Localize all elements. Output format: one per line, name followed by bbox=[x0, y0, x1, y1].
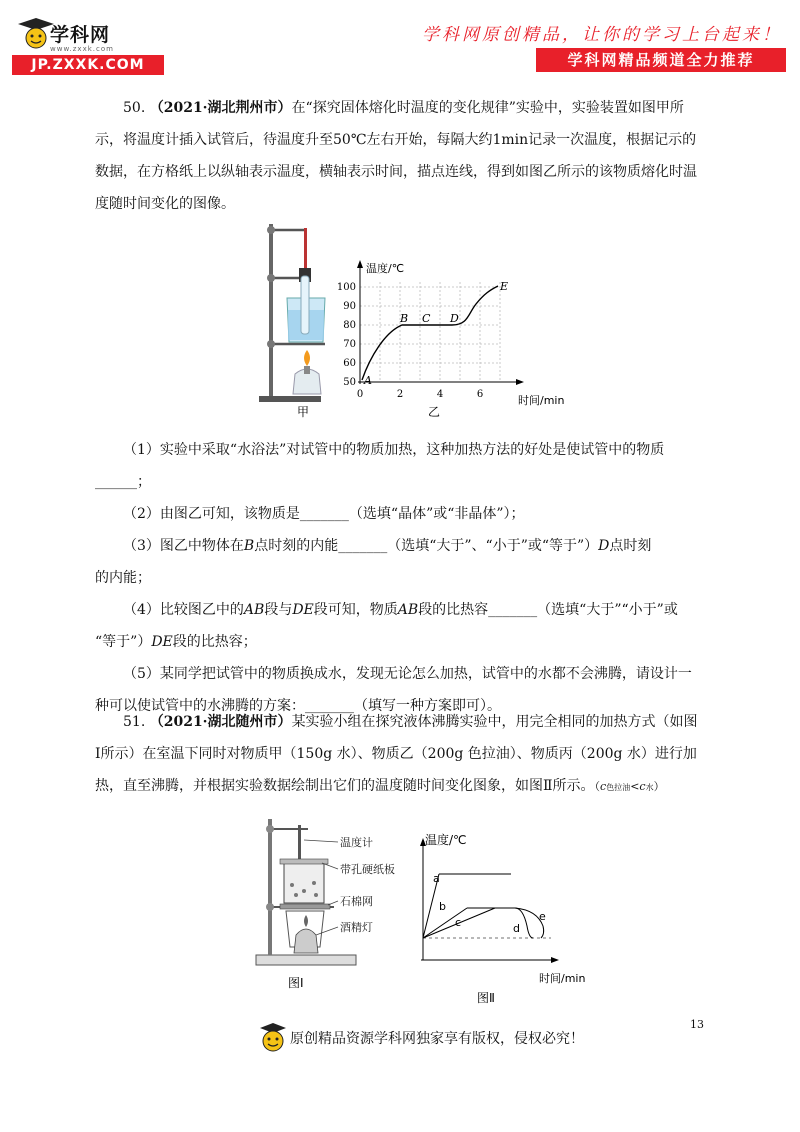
q50-sub4-segment-ab: AB bbox=[243, 602, 265, 618]
graph-grid bbox=[360, 282, 500, 382]
q50-sub3-line-1 bbox=[95, 530, 710, 562]
q50-sub4-line-1 bbox=[95, 594, 710, 626]
page-header bbox=[0, 0, 800, 80]
curve-label-c: c bbox=[455, 916, 462, 929]
q50-sub5-line-2: 种可以使试管中的水沸腾的方案：_______（填写一种方案即可）。 bbox=[95, 698, 501, 714]
q51-stem-text-1: 某实验小组在探究液体沸腾实验中，用完全相同的加热方式（如图 bbox=[291, 714, 698, 730]
logo-name: 学科网 bbox=[50, 24, 111, 46]
y-tick: 100 bbox=[336, 282, 356, 293]
q50-stem-line-3: 数据，在方格纸上以纵轴表示温度，横轴表示时间，描点连线，得到如图乙所示的该物质熔化时温 bbox=[95, 164, 697, 180]
q51-stem bbox=[95, 706, 710, 804]
fig-yi-label: 乙 bbox=[428, 405, 441, 419]
mascot-icon bbox=[258, 1020, 288, 1056]
melting-curve bbox=[362, 286, 498, 380]
q50-sub4-text: 段的比热容； bbox=[172, 634, 257, 650]
q51-stem-line-1 bbox=[95, 706, 710, 738]
q51-number: 51. bbox=[123, 714, 146, 730]
q50-sub3-point-b: B bbox=[243, 538, 255, 554]
zxxk-logo bbox=[10, 14, 160, 74]
q50-subquestions bbox=[95, 434, 710, 722]
logo-domain: JP.ZXXK.COM bbox=[12, 55, 164, 75]
point-label-b: B bbox=[400, 312, 409, 325]
x-tick: 2 bbox=[396, 389, 404, 400]
cardboard bbox=[280, 859, 328, 864]
q50-figure-jia bbox=[255, 218, 335, 418]
q50-sub4-text: 段与 bbox=[264, 602, 293, 618]
asbestos-net bbox=[280, 904, 330, 909]
test-tube bbox=[301, 276, 309, 334]
header-channel-banner: 学科网精品频道全力推荐 bbox=[536, 48, 786, 72]
point-label-e: E bbox=[500, 280, 509, 293]
q50-stem-line-4: 度随时间变化的图像。 bbox=[95, 196, 235, 212]
y-tick: 90 bbox=[343, 301, 356, 312]
q50-sub3-text: 点时刻的内能_______（选填“大于”、“小于”或“等于”） bbox=[254, 538, 599, 554]
y-tick: 50 bbox=[343, 377, 356, 388]
graph-ylabel: 温度/℃ bbox=[366, 262, 405, 275]
q50-sub3-text: （3）图乙中物体在 bbox=[123, 538, 244, 554]
q50-stem bbox=[95, 92, 710, 220]
q50-sub4-line-2 bbox=[95, 626, 710, 658]
q50-sub4-segment-de: DE bbox=[151, 634, 173, 650]
point-label-d: D bbox=[450, 312, 459, 325]
beaker bbox=[284, 863, 324, 903]
note-text: < bbox=[630, 780, 640, 793]
q51-stem-text-3: 热，直至沸腾，并根据实验数据绘制出它们的温度随时间变化图象，如图Ⅱ所示。 bbox=[95, 778, 595, 794]
q50-figure-yi-graph bbox=[336, 252, 580, 422]
flame-icon bbox=[304, 915, 308, 927]
q50-sub4-text: 段的比热容_______（选填“大于”“小于”或 bbox=[418, 602, 678, 618]
q51-figure-2-graph bbox=[415, 830, 615, 1010]
label-thermometer: 温度计 bbox=[340, 836, 373, 849]
q51-stem-line-2: Ⅰ所示）在室温下同时对物质甲（150g 水）、物质乙（200g 色拉油）、物质丙（200g 水）进行加 bbox=[95, 746, 697, 762]
logo-url-small: www.zxxk.com bbox=[50, 45, 114, 53]
q50-number: 50. bbox=[123, 100, 146, 116]
stand-rod bbox=[268, 819, 272, 955]
alcohol-lamp bbox=[294, 929, 318, 953]
q50-sub4-text: “等于”） bbox=[95, 634, 152, 650]
q51-source: （2021·湖北随州市） bbox=[149, 714, 292, 730]
q50-sub4-text: （4）比较图乙中的 bbox=[123, 602, 244, 618]
page-number: 13 bbox=[690, 1018, 704, 1031]
fig2-caption: 图Ⅱ bbox=[477, 991, 495, 1005]
curve-label-b: b bbox=[439, 900, 446, 913]
q50-sub3-line-2: 的内能； bbox=[95, 570, 151, 586]
flame-icon bbox=[304, 350, 310, 366]
y-tick: 70 bbox=[343, 339, 356, 350]
q50-stem-line-1 bbox=[95, 92, 710, 124]
q50-source: （2021·湖北荆州市） bbox=[149, 100, 292, 116]
page-footer bbox=[258, 1020, 598, 1060]
x-tick: 4 bbox=[436, 389, 444, 400]
label-asbestos-net: 石棉网 bbox=[340, 895, 373, 908]
copyright-notice: 原创精品资源学科网独家享有版权，侵权必究！ bbox=[290, 1031, 584, 1047]
q50-sub1-line-2: ______； bbox=[95, 474, 151, 490]
point-label-c: C bbox=[422, 312, 431, 325]
label-alcohol-lamp: 酒精灯 bbox=[340, 921, 373, 934]
x-tick: 0 bbox=[356, 389, 364, 400]
note-text: ） bbox=[653, 780, 665, 793]
q51-stem-line-3 bbox=[95, 770, 710, 804]
q50-sub2: （2）由图乙可知，该物质是_______（选填“晶体”或“非晶体”）； bbox=[123, 506, 525, 522]
q50-sub3-text: 点时刻 bbox=[609, 538, 652, 554]
x-tick: 6 bbox=[476, 389, 484, 400]
note-c: c bbox=[600, 780, 607, 793]
graph-xlabel: 时间/min bbox=[518, 394, 565, 407]
graph-xlabel: 时间/min bbox=[539, 972, 586, 985]
note-c: c bbox=[639, 780, 646, 793]
curve-label-e: e bbox=[539, 910, 546, 923]
fig-jia-label: 甲 bbox=[297, 405, 310, 419]
q50-sub1-line-1: （1）实验中采取“水浴法”对试管中的物质加热，这种加热方法的好处是使试管中的物质 bbox=[123, 442, 665, 458]
q51-figure-1 bbox=[250, 815, 410, 995]
q50-sub3-point-d: D bbox=[598, 538, 610, 554]
curve-label-a: a bbox=[433, 872, 440, 885]
stand-rod bbox=[269, 224, 273, 396]
note-text: （ bbox=[594, 780, 601, 793]
stand-base bbox=[256, 955, 356, 965]
graph-ylabel: 温度/℃ bbox=[425, 833, 467, 847]
q50-sub5-line-1: （5）某同学把试管中的物质换成水，发现无论怎么加热，试管中的水都不会沸腾，请设计一 bbox=[123, 666, 692, 682]
q50-stem-line-2: 示，将温度计插入试管后，待温度升至50℃左右开始，每隔大约1min记录一次温度，根据记示的 bbox=[95, 132, 697, 148]
q50-sub4-segment-ab: AB bbox=[397, 602, 419, 618]
label-cardboard: 带孔硬纸板 bbox=[340, 863, 395, 876]
y-tick: 60 bbox=[343, 358, 356, 369]
q51-specific-heat-note bbox=[595, 780, 665, 793]
note-subscript: 色拉油 bbox=[606, 783, 631, 792]
q50-sub4-segment-de: DE bbox=[292, 602, 314, 618]
point-label-a: A bbox=[364, 374, 372, 387]
header-slogan: 学科网原创精品，让你的学习上台起来！ bbox=[422, 25, 782, 45]
y-tick: 80 bbox=[343, 320, 356, 331]
stand-base bbox=[259, 396, 321, 402]
curve-label-d: d bbox=[513, 922, 520, 935]
q50-sub4-text: 段可知，物质 bbox=[313, 602, 398, 618]
note-subscript: 水 bbox=[645, 783, 654, 792]
fig1-caption: 图Ⅰ bbox=[288, 976, 304, 990]
q50-stem-text-1: 在“探究固体熔化时温度的变化规律”实验中，实验装置如图甲所 bbox=[291, 100, 684, 116]
